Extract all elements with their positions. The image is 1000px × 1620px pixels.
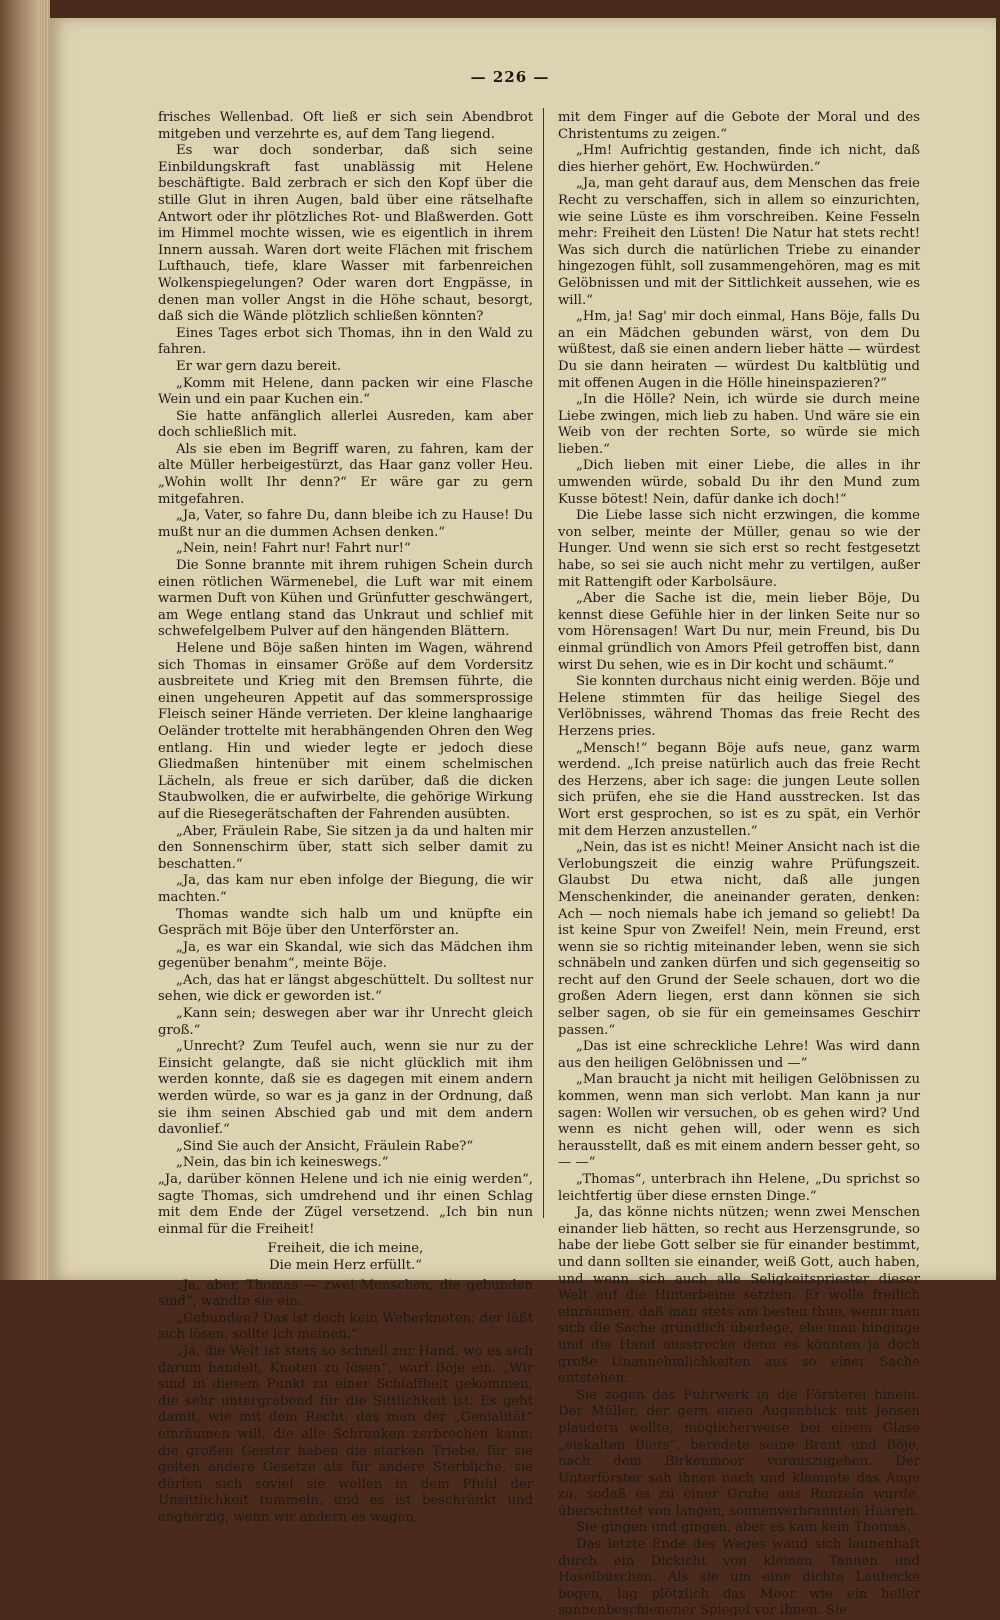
paragraph: Sie hatte anfänglich allerlei Ausreden, kam aber doch schließlich mit. — [158, 408, 533, 441]
paragraph: Sie konnten durchaus nicht einig werden. Böje und Helene stimmten für das heilige Siegel des Verlöbnisses, während Thomas das freie Recht des Herzens pries. — [558, 674, 920, 739]
paragraph: „Hm, ja! Sag' mir doch einmal, Hans Böje, falls Du an ein Mädchen gebunden wärst, von dem Du wüßtest, daß sie einen andern lieber hätte — würdest Du sie dann heiraten — würdest Du kaltblütig und mit offenen Augen in die Hölle hineinspazieren?“ — [558, 309, 920, 391]
paragraph: „Dich lieben mit einer Liebe, die alles in ihr umwenden würde, sobald Du ihr den Mund zum Kusse bötest! Nein, dafür danke ich doch!“ — [558, 458, 920, 507]
paragraph — [158, 1241, 533, 1274]
paragraph: Es war doch sonderbar, daß sich seine Einbildungskraft fast unablässig mit Helene beschäftigte. Bald zerbrach er sich den Kopf über die stille Glut in ihren Augen, bald über eine rätselhafte Antwort oder ihr plötzliches Rot- und Blaßwerden. Gott im Himmel mochte wissen, wie es eigentlich in ihrem Innern aussah. Waren dort weite Flächen mit frischem Lufthauch, tiefe, klare Wasser mit farbenreichen Wolkenspiegelungen? Oder waren dort Engpässe, in denen man voller Angst in die Höhe schaut, besorgt, daß sich die Wände plötzlich schließen könnten? — [158, 143, 533, 325]
paragraph: „Ja, darüber können Helene und ich nie einig werden“, sagte Thomas, sich umdrehend und ihr einen Schlag mit dem Ende der Zügel versetzend. „Ich bin nun einmal für die Freiheit! — [158, 1172, 533, 1237]
paragraph: Ja, das könne nichts nützen; wenn zwei Menschen einander lieb hätten, so recht aus Herzensgrunde, so habe der liebe Gott selber sie für einander bestimmt, und dann sollten sie einander, weiß Gott, auch haben, und wenn sich auch alle Seligkeitspriester dieser Welt auf die Hinterbeine setzten. Er wolle freilich einräumen, daß man stets am besten thue, wenn man sich die Sache gründlich überlege, ehe man hinginge und die Hand ausstrecke denn es könnten ja doch große Unannehmlichkeiten aus so einer Sache entstehen. — [558, 1205, 920, 1387]
paragraph: „Kann sein; deswegen aber war ihr Unrecht gleich groß.“ — [158, 1006, 533, 1038]
paragraph: „Hm! Aufrichtig gestanden, finde ich nicht, daß dies hierher gehört, Ew. Hochwürden.“ — [558, 143, 920, 175]
paragraph: Das letzte Ende des Weges wand sich launenhaft durch ein Dickicht von kleinen Tannen und Haselbüschen. Als sie um eine dichte Laubecke bogen, lag plötzlich das Moor wie ein heller sonnenbeschienener Spiegel vor ihnen. Sie — [558, 1537, 920, 1619]
paragraph: „Aber, Fräulein Rabe, Sie sitzen ja da und halten mir den Sonnenschirm über, statt sich selber damit zu beschatten.“ — [158, 823, 533, 872]
paragraph: „Mensch!“ begann Böje aufs neue, ganz warm werdend. „Ich preise natürlich auch das freie Recht des Herzens, aber ich sage: die jungen Leute sollen sich prüfen, ehe sie die Hand ausstrecken. Ist das Wort erst gesprochen, so ist es zu spät, ein Verhör mit dem Herzen anzustellen.“ — [558, 740, 920, 839]
paragraph: Die Sonne brannte mit ihrem ruhigen Schein durch einen rötlichen Wärmenebel, die Luft war mit einem warmen Duft von Kühen und Grünfutter geschwängert, am Wege entlang stand das Unkraut und schlief mit schwefelgelbem Pulver auf den hängenden Blättern. — [158, 558, 533, 640]
paragraph: Er war gern dazu bereit. — [176, 358, 342, 374]
paragraph: „Nein, das ist es nicht! Meiner Ansicht nach ist die Verlobungszeit die einzig wahre Prüfungszeit. Glaubst Du etwa nicht, daß alle jungen Menschenkinder, die aneinander geraten, denken: Ach — noch niemals habe ich jemand so geliebt! Da ist keine Spur von Zweifel! Nein, mein Freund, erst wenn sie so richtig miteinander leben, wenn sie sich schnäbeln und zanken dürfen und sich gegenseitig so recht auf den Grund der Seele schauen, dort wo die großen Adern liegen, erst dann können sie sich selber sagen, ob sie für ein gemeinsames Geschirr passen.“ — [558, 840, 920, 1038]
paragraph: Die Liebe lasse sich nicht erzwingen, die komme von selber, meinte der Müller, genau so wie der Hunger. Und wenn sie sich erst so recht festgesetzt habe, so sei sie auch nicht mehr zu vertilgen, außer mit Rattengift oder Karbolsäure. — [558, 508, 920, 590]
paragraph: „Man braucht ja nicht mit heiligen Gelöbnissen zu kommen, wenn man sich verlobt. Man kann ja nur sagen: Wollen wir versuchen, ob es gehen wird? Und wenn es nicht gehen will, oder wenn es sich herausstellt, daß es mit einem andern besser geht, so — —“ — [558, 1072, 920, 1171]
left-column — [158, 110, 533, 1525]
paragraph: frisches Wellenbad. Oft ließ er sich sein Abendbrot mitgeben und verzehrte es, auf dem Tang liegend. — [158, 110, 533, 142]
paragraph: mit dem Finger auf die Gebote der Moral und des Christentums zu zeigen.“ — [558, 110, 920, 142]
paragraph: „In die Hölle? Nein, ich würde sie durch meine Liebe zwingen, mich lieb zu haben. Und wäre sie ein Weib von der rechten Sorte, so würde sie mich lieben.“ — [558, 392, 920, 457]
paragraph: Thomas wandte sich halb um und knüpfte ein Gespräch mit Böje über den Unterförster an. — [158, 906, 533, 939]
paragraph: „Thomas“, unterbrach ihn Helene, „Du sprichst so leichtfertig über diese ernsten Dinge.“ — [558, 1172, 920, 1204]
paragraph: „Ja, die Welt ist stets so schnell zur Hand, wo es sich darum handelt, Knoten zu lösen“, warf Böje ein. „Wir sind in diesem Punkt zu einer Schlaffheit gekommen, die sehr untergrabend für die Sittlichkeit ist. Es geht damit, wie mit dem Recht, das man der „Genialität“ einräumen will, die alle Schranken zerbrechen kann: die großen Geister haben die starken Triebe, für sie gelten andere Gesetze als für andere Sterbliche, sie dürfen sich soviel sie wollen in dem Pfuhl der Unsittlichkeit tummeln, und es ist beschränkt und engherzig, wenn wir andern es wagen, — [158, 1343, 533, 1525]
page-number: — 226 — — [470, 68, 550, 86]
paragraph: „Ja, das kam nur eben infolge der Biegung, die wir machten.“ — [158, 873, 533, 905]
page-edges — [40, 0, 50, 1280]
paragraph: „Nein, nein! Fahrt nur! Fahrt nur!“ — [176, 541, 411, 557]
paragraph: Sie gingen und gingen, aber es kam kein Thomas. — [576, 1520, 911, 1536]
verse-line: Freiheit, die ich meine, — [267, 1241, 424, 1257]
verse-line: Die mein Herz erfüllt.“ — [269, 1257, 422, 1273]
paragraph: „Nein, das bin ich keineswegs.“ — [176, 1155, 389, 1171]
paragraph: „Ach, das hat er längst abgeschüttelt. Du solltest nur sehen, wie dick er geworden ist.“ — [158, 972, 533, 1005]
paragraph: „Ja, man geht darauf aus, dem Menschen das freie Recht zu verschaffen, sich in allem so einzurichten, wie seine Lüste es ihm vorschreiben. Keine Fesseln mehr: Freiheit den Lüsten! Die Natur hat stets recht! Was sich durch die natürlichen Triebe zu einander hingezogen fühlt, soll zusammengehören, mag es mit Gelöbnissen und mit der Sittlichkeit aussehen, wie es will.“ — [558, 176, 920, 308]
paragraph: Helene und Böje saßen hinten im Wagen, während sich Thomas in einsamer Größe auf dem Vordersitz ausbreitete und Krieg mit den Bremsen führte, die einen ungeheuren Appetit auf das sommersprossige Fleisch seiner Hände verrieten. Der kleine langhaarige Oeländer trottelte mit herabhängenden Ohren den Weg entlang. Hin und wieder legte er jedoch diese Gliedmaßen hintenüber mit einem schelmischen Lächeln, als freue er sich darüber, daß die dicken Staubwolken, die er aufwirbelte, die gehörige Wirkung auf die Riesegerätschaften der Fahrenden ausübten. — [158, 641, 533, 822]
paragraph: Als sie eben im Begriff waren, zu fahren, kam der alte Müller herbeigestürzt, das Haar ganz voller Heu. „Wohin wollt Ihr denn?“ Er wäre gar zu gern mitgefahren. — [158, 441, 533, 507]
right-column — [558, 110, 920, 1619]
paragraph: Sie zogen das Fuhrwerk in die Försterei hinein. Der Müller, der gern einen Augenblick mit Jensen plaudern wollte, möglicherweise bei einem Glase „eiskalten Biers“, beredete seine Braut und Böje, nach dem Birkenmoor vorauszugehen. Der Unterförster sah ihnen nach und klemmte das Auge zu, sodaß es zu einer Grube aus Runzeln wurde, überschattet von langen, sonnenverbrannten Haaren. — [558, 1387, 920, 1519]
paragraph: „Aber die Sache ist die, mein lieber Böje, Du kennst diese Gefühle hier in der linken Seite nur so vom Hörensagen! Wart Du nur, mein Freund, bis Du einmal gründlich von Amors Pfeil getroffen bist, dann wirst Du sehen, wie es in Dir kocht und schäumt.“ — [558, 591, 920, 673]
paragraph: „Gebunden? Das ist doch kein Weberknoten; der läßt sich lösen, sollte ich meinen.“ — [158, 1310, 533, 1343]
paragraph: Eines Tages erbot sich Thomas, ihn in den Wald zu fahren. — [158, 325, 533, 358]
column-divider — [543, 108, 544, 1218]
paragraph: „Ja, Vater, so fahre Du, dann bleibe ich zu Hause! Du mußt nur an die dummen Achsen denken.“ — [158, 508, 533, 540]
book-binding — [0, 0, 40, 1280]
paragraph: „Das ist eine schreckliche Lehre! Was wird dann aus den heiligen Gelöbnissen und —“ — [558, 1039, 920, 1071]
paragraph: „Komm mit Helene, dann packen wir eine Flasche Wein und ein paar Kuchen ein.“ — [158, 375, 533, 408]
paragraph: „Sind Sie auch der Ansicht, Fräulein Rabe?“ — [176, 1138, 474, 1154]
paragraph: „Unrecht? Zum Teufel auch, wenn sie nur zu der Einsicht gelangte, daß sie nicht glücklich mit ihm werden konnte, daß sie es dagegen mit einem andern werden würde, so war es ja ganz in der Ordnung, daß sie ihm seinen Abschied gab und mit dem andern davonlief.“ — [158, 1039, 533, 1138]
paragraph: „Ja, es war ein Skandal, wie sich das Mädchen ihm gegenüber benahm“, meinte Böje. — [158, 939, 533, 972]
paragraph: „Ja, aber, Thomas — zwei Menschen, die gebunden sind“, wandte sie ein. — [158, 1277, 533, 1310]
